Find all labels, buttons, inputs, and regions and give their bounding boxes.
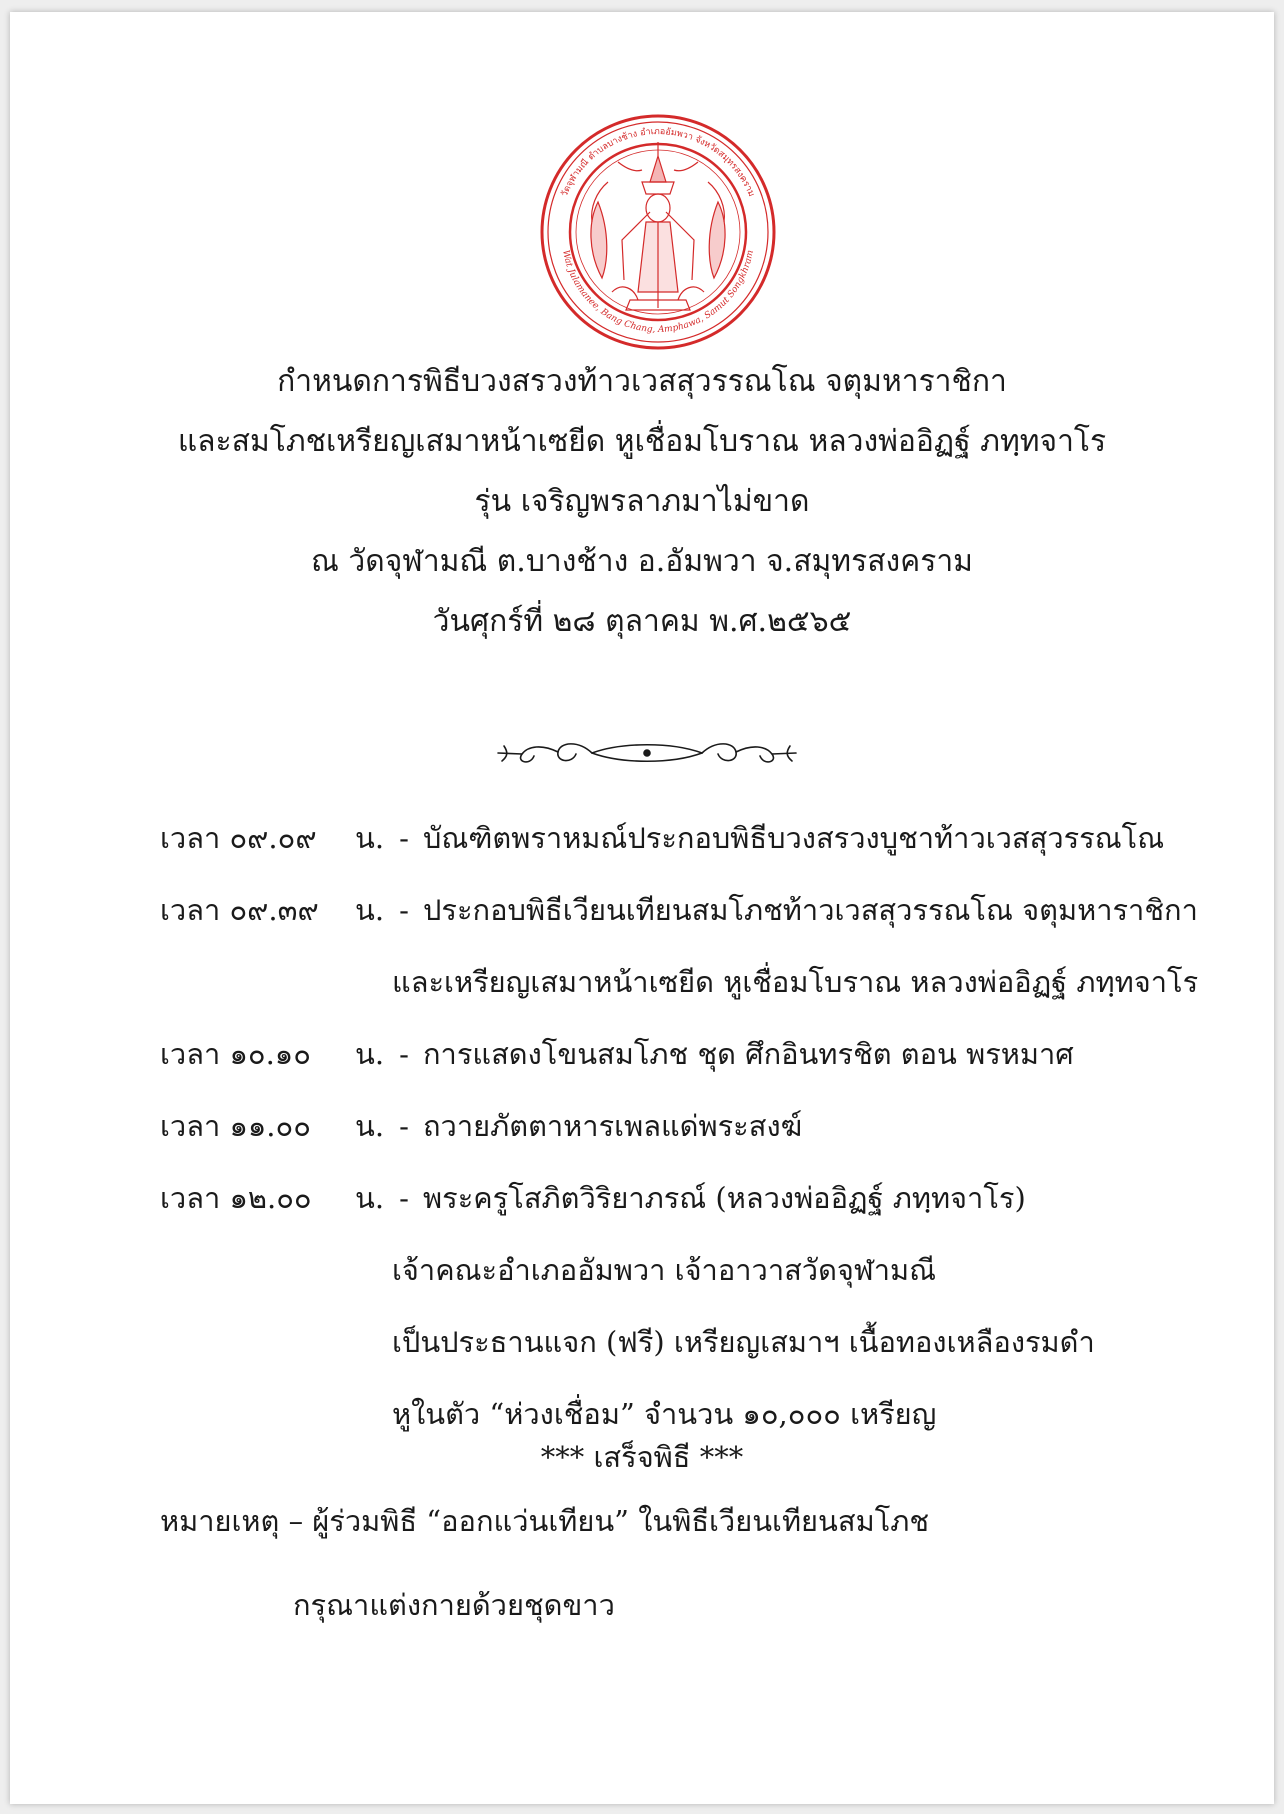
schedule-description: พระครูโสภิตวิริยาภรณ์ (หลวงพ่ออิฏฐ์ ภทฺทจาโร) (423, 1181, 1026, 1215)
svg-text:Wat Julamanee, Bang Chang, Amp: Wat Julamanee, Bang Chang, Amphawa, Samut Songkhram (560, 249, 756, 336)
schedule-description: ประกอบพิธีเวียนเทียนสมโภชท้าวเวสสุวรรณโณ จตุมหาราชิกา (423, 893, 1198, 927)
schedule-list (160, 802, 1240, 1450)
remark-line-2: กรุณาแต่งกายด้วยชุดขาว (293, 1588, 615, 1622)
venue-line: ณ วัดจุฬามณี ต.บางช้าง อ.อัมพวา จ.สมุทรสงคราม (311, 544, 973, 579)
document-page (10, 12, 1274, 1804)
schedule-dash: - (399, 821, 409, 855)
schedule-item (160, 1162, 1240, 1450)
title-line-3: รุ่น เจริญพรลาภมาไม่ขาด (474, 484, 810, 519)
date-line: วันศุกร์ที่ ๒๘ ตุลาคม พ.ศ.๒๕๖๕ (432, 604, 852, 639)
schedule-dash: - (399, 1109, 409, 1143)
schedule-unit: น. (355, 1109, 385, 1143)
schedule-continuation: เจ้าคณะอำเภออัมพวา เจ้าอาวาสวัดจุฬามณี (392, 1253, 937, 1287)
title-line-2: และสมโภชเหรียญเสมาหน้าเซยีด หูเชื่อมโบราณ หลวงพ่ออิฏฐ์ ภทฺทจาโร (177, 424, 1107, 459)
schedule-description: บัณฑิตพราหมณ์ประกอบพิธีบวงสรวงบูชาท้าวเวสสุวรรณโณ (423, 821, 1165, 855)
schedule-unit: น. (355, 821, 385, 855)
schedule-continuation: เป็นประธานแจก (ฟรี) เหรียญเสมาฯ เนื้อทองเหลืองรมดำ (392, 1325, 1095, 1359)
svg-text:วัดจุฬามณี ตำบลบางช้าง อำเภออั: วัดจุฬามณี ตำบลบางช้าง อำเภออัมพวา จังหวัดสมุทรสงคราม (559, 127, 757, 199)
schedule-item (160, 1090, 1240, 1162)
schedule-dash: - (399, 1181, 409, 1215)
schedule-unit: น. (355, 1037, 385, 1071)
ornament-divider (492, 734, 802, 772)
schedule-time: เวลา ๑๑.๐๐ (160, 1109, 311, 1143)
schedule-time: เวลา ๐๙.๓๙ (160, 893, 319, 927)
title-line-1: กำหนดการพิธีบวงสรวงท้าวเวสสุวรรณโณ จตุมหาราชิกา (277, 364, 1007, 399)
schedule-unit: น. (355, 893, 385, 927)
schedule-item (160, 874, 1240, 1018)
remark-line-1: หมายเหตุ – ผู้ร่วมพิธี “ออกแว่นเทียน” ในพิธีเวียนเทียนสมโภช (160, 1504, 930, 1538)
schedule-time: เวลา ๐๙.๐๙ (160, 821, 317, 855)
schedule-description: ถวายภัตตาหารเพลแด่พระสงฆ์ (423, 1109, 803, 1143)
ceremony-end-text: *** เสร็จพิธี *** (540, 1440, 744, 1474)
schedule-dash: - (399, 893, 409, 927)
remark-note (160, 1498, 929, 1628)
schedule-item (160, 1018, 1240, 1090)
schedule-description: การแสดงโขนสมโภช ชุด ศึกอินทรชิต ตอน พรหมาศ (423, 1037, 1074, 1071)
temple-seal-logo (538, 112, 778, 352)
schedule-continuation: หูในตัว “ห่วงเชื่อม” จำนวน ๑๐,๐๐๐ เหรียญ (392, 1397, 937, 1431)
document-header (10, 364, 1274, 667)
schedule-continuation: และเหรียญเสมาหน้าเซยีด หูเชื่อมโบราณ หลวงพ่ออิฏฐ์ ภทฺทจาโร (392, 965, 1199, 999)
schedule-dash: - (399, 1037, 409, 1071)
schedule-unit: น. (355, 1181, 385, 1215)
schedule-time: เวลา ๑๒.๐๐ (160, 1181, 312, 1215)
schedule-time: เวลา ๑๐.๑๐ (160, 1037, 311, 1071)
schedule-item (160, 802, 1240, 874)
